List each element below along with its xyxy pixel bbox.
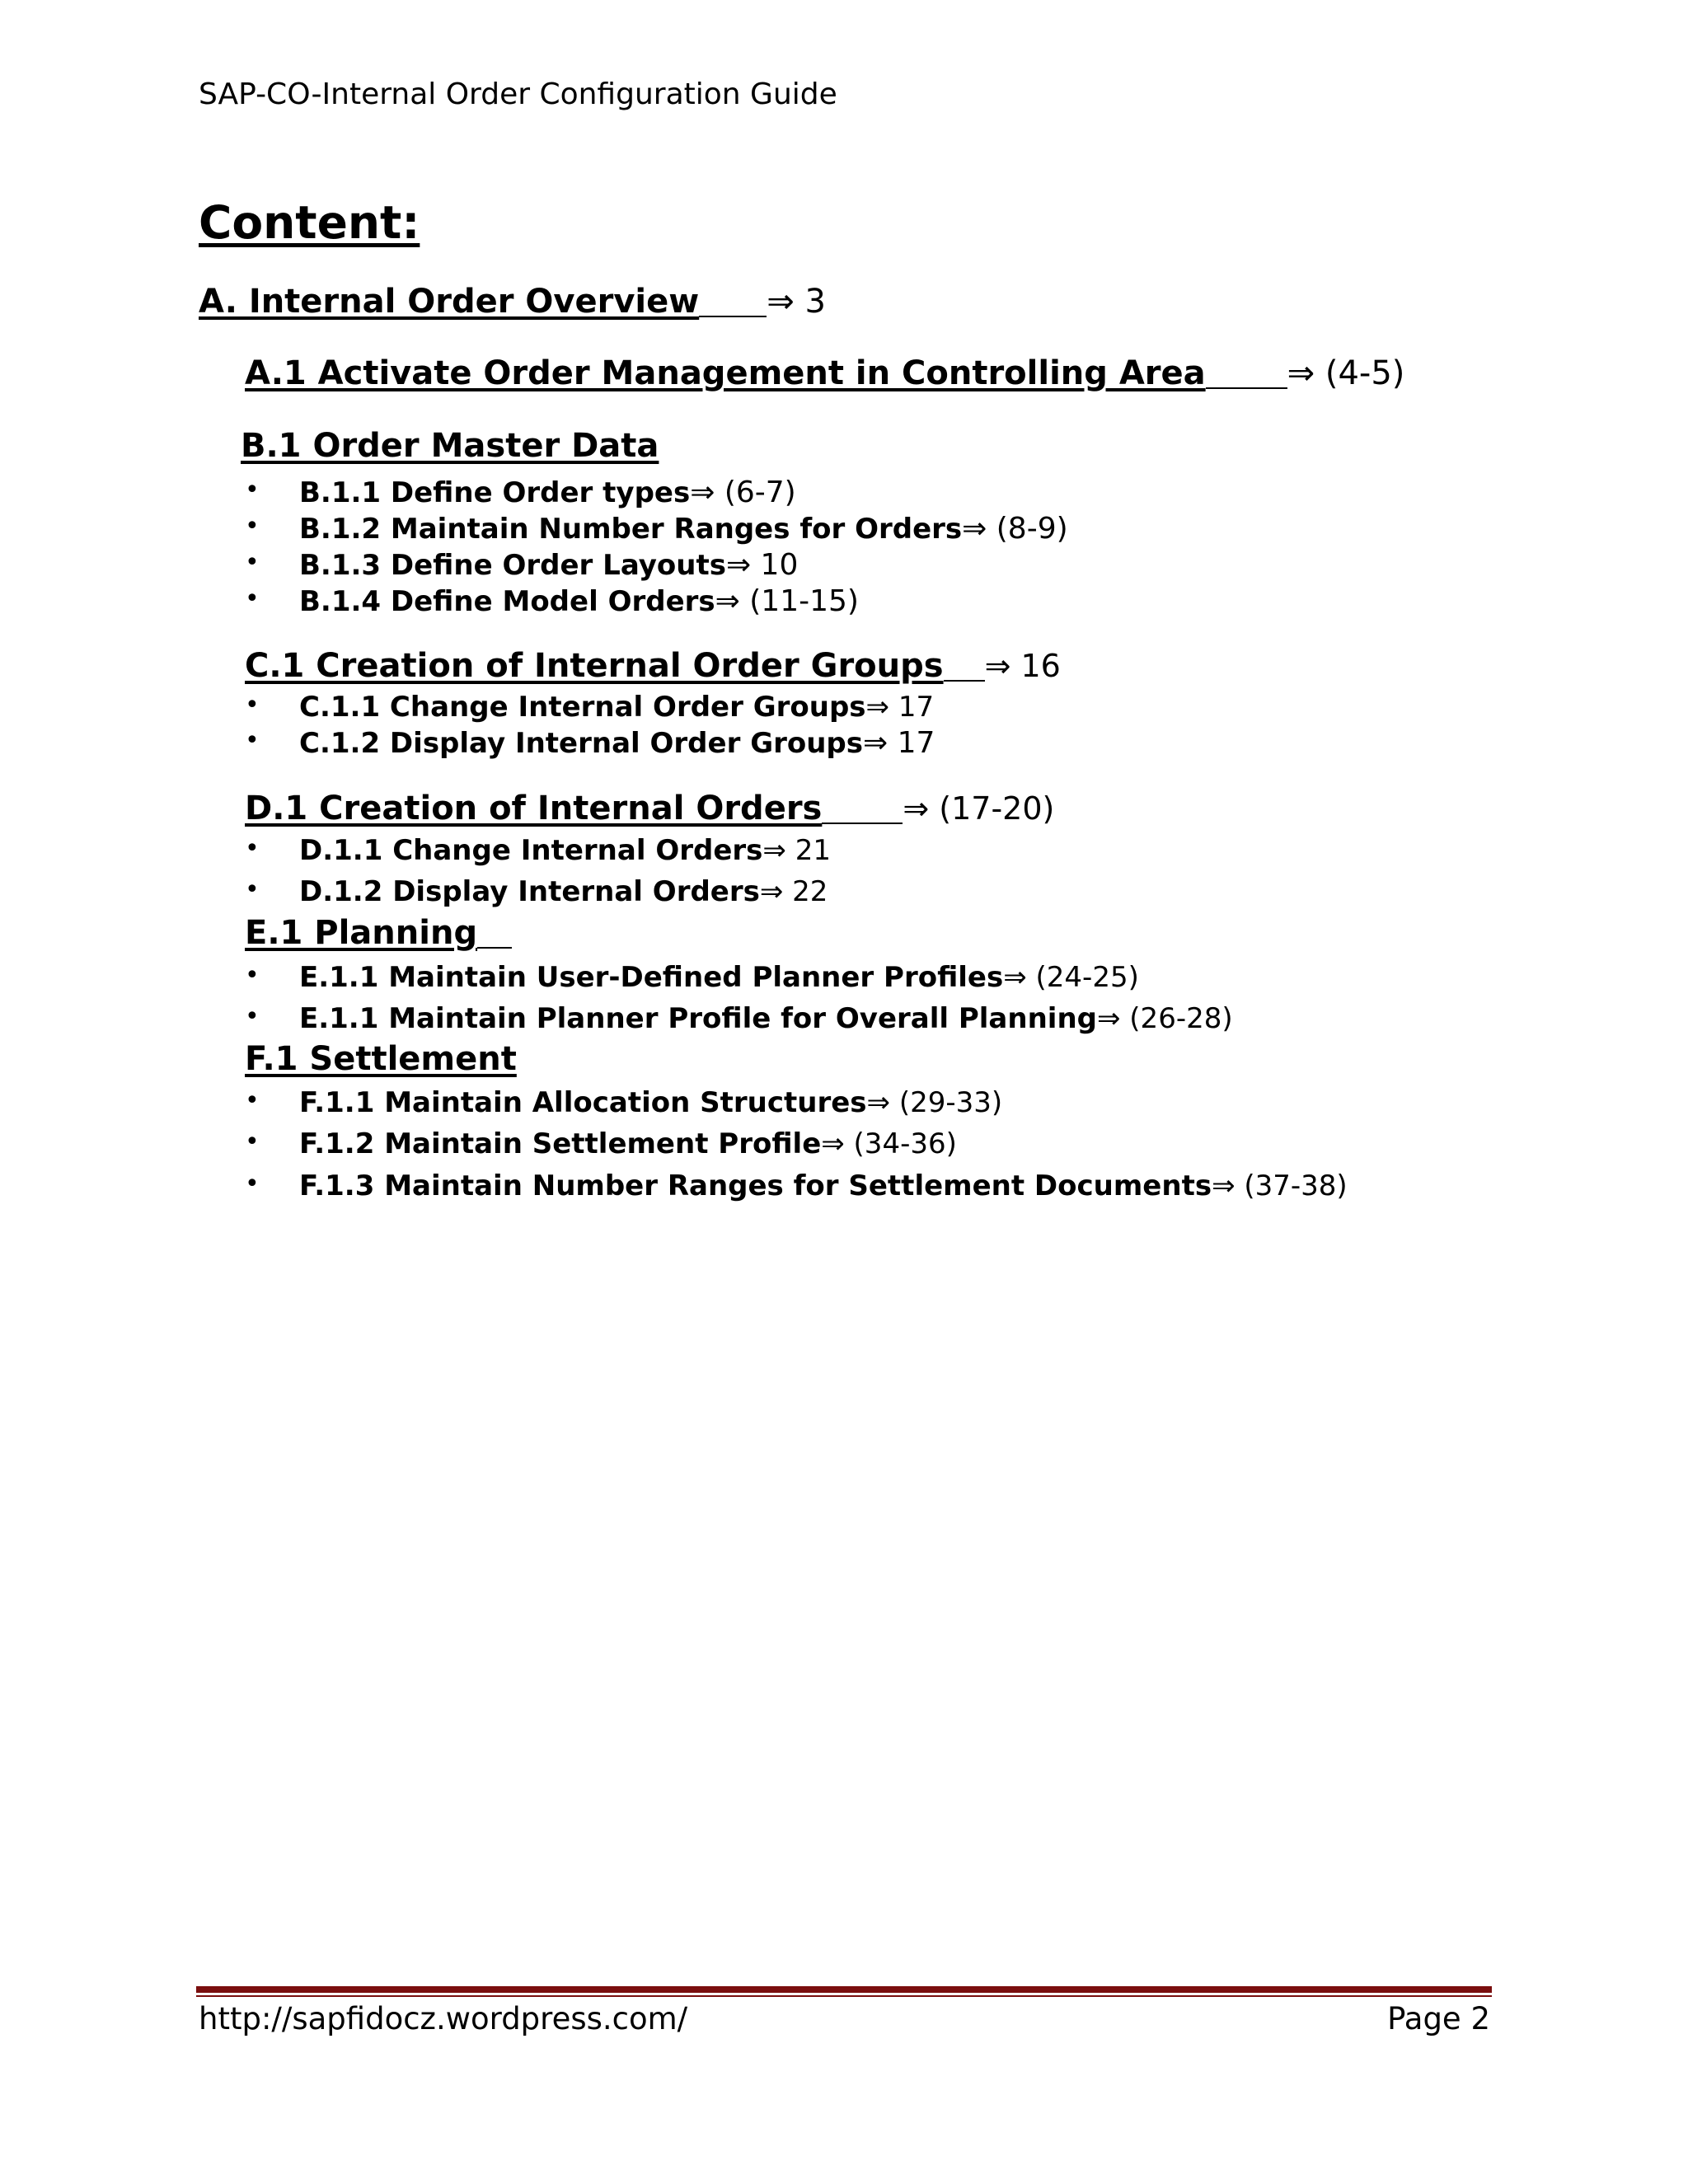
toc-section-c1-label: C.1 Creation of Internal Order Groups bbox=[245, 647, 944, 685]
toc-item-pages: ⇒ (24-25) bbox=[1003, 961, 1139, 994]
toc-item-label: D.1.1 Change Internal Orders bbox=[299, 834, 763, 867]
page-title: Content: bbox=[199, 196, 420, 249]
toc-item-label: C.1.2 Display Internal Order Groups bbox=[299, 727, 864, 760]
toc-leader-line bbox=[944, 680, 985, 682]
toc-section-c1[interactable] bbox=[245, 647, 1061, 685]
toc-leader-line bbox=[477, 947, 512, 949]
footer-url-link[interactable]: http://sapfidocz.wordpress.com/ bbox=[199, 2001, 688, 2036]
bullet-icon: • bbox=[245, 1002, 260, 1031]
toc-section-a-pages: ⇒ 3 bbox=[767, 283, 826, 321]
toc-item-label: B.1.3 Define Order Layouts bbox=[299, 549, 726, 582]
toc-item-label: B.1.2 Maintain Number Ranges for Orders bbox=[299, 513, 963, 546]
toc-section-a[interactable] bbox=[199, 283, 826, 321]
bullet-icon: • bbox=[245, 691, 260, 719]
toc-item-label: E.1.1 Maintain Planner Profile for Overall Planning bbox=[299, 1002, 1097, 1035]
toc-section-b1[interactable] bbox=[241, 427, 659, 465]
bullet-icon: • bbox=[245, 476, 260, 504]
toc-item-pages: ⇒ (8-9) bbox=[962, 512, 1068, 546]
footer-page-number: Page 2 bbox=[1387, 2001, 1490, 2036]
bullet-icon: • bbox=[245, 548, 260, 577]
toc-section-d1[interactable] bbox=[245, 790, 1054, 827]
bullet-icon: • bbox=[245, 875, 260, 904]
toc-item-pages: ⇒ 22 bbox=[759, 875, 828, 908]
toc-item-pages: ⇒ (34-36) bbox=[821, 1127, 957, 1160]
toc-item-pages: ⇒ 17 bbox=[865, 691, 935, 724]
toc-item-label: C.1.1 Change Internal Order Groups bbox=[299, 691, 866, 724]
toc-section-f1-label: F.1 Settlement bbox=[245, 1040, 517, 1078]
toc-item-label: F.1.1 Maintain Allocation Structures bbox=[299, 1086, 867, 1119]
toc-item-label: F.1.2 Maintain Settlement Profile bbox=[299, 1127, 822, 1160]
toc-section-e1-label: E.1 Planning bbox=[245, 914, 478, 952]
toc-item-pages: ⇒ (29-33) bbox=[866, 1086, 1003, 1119]
document-header-title: SAP-CO-Internal Order Configuration Guide bbox=[199, 77, 837, 111]
toc-item-label: B.1.1 Define Order types bbox=[299, 476, 691, 509]
toc-item-label: D.1.2 Display Internal Orders bbox=[299, 875, 760, 908]
bullet-icon: • bbox=[245, 584, 260, 613]
toc-section-d1-label: D.1 Creation of Internal Orders bbox=[245, 790, 823, 827]
toc-section-f1[interactable] bbox=[245, 1040, 517, 1078]
bullet-icon: • bbox=[245, 834, 260, 863]
toc-section-c1-pages: ⇒ 16 bbox=[984, 648, 1061, 684]
toc-item-label: F.1.3 Maintain Number Ranges for Settlement Documents bbox=[299, 1169, 1212, 1202]
toc-item-pages: ⇒ (6-7) bbox=[690, 476, 796, 509]
footer-rule-thin bbox=[196, 1995, 1492, 1997]
bullet-icon: • bbox=[245, 961, 260, 990]
bullet-icon: • bbox=[245, 1127, 260, 1156]
toc-item-pages: ⇒ 10 bbox=[725, 548, 799, 582]
toc-section-e1[interactable] bbox=[245, 914, 512, 952]
toc-item-label: B.1.4 Define Model Orders bbox=[299, 585, 715, 618]
bullet-icon: • bbox=[245, 512, 260, 541]
toc-section-b1-label: B.1 Order Master Data bbox=[241, 427, 659, 465]
toc-item-label: E.1.1 Maintain User-Defined Planner Profiles bbox=[299, 961, 1004, 994]
toc-section-a1-label: A.1 Activate Order Management in Controlling Area bbox=[245, 354, 1206, 392]
toc-item-pages: ⇒ (11-15) bbox=[715, 584, 859, 618]
toc-leader-line bbox=[1206, 387, 1287, 389]
toc-section-d1-pages: ⇒ (17-20) bbox=[903, 790, 1055, 827]
footer-rule bbox=[196, 1986, 1492, 1993]
toc-item-pages: ⇒ (37-38) bbox=[1212, 1169, 1348, 1202]
toc-leader-line bbox=[699, 316, 767, 317]
bullet-icon: • bbox=[245, 726, 260, 755]
toc-item-pages: ⇒ (26-28) bbox=[1097, 1002, 1233, 1035]
toc-leader-line bbox=[822, 823, 903, 824]
bullet-icon: • bbox=[245, 1086, 260, 1115]
toc-section-a1[interactable] bbox=[245, 354, 1404, 392]
toc-item-pages: ⇒ 17 bbox=[863, 726, 935, 760]
toc-section-a-label: A. Internal Order Overview bbox=[199, 283, 700, 321]
toc-item-pages: ⇒ 21 bbox=[762, 834, 831, 867]
bullet-icon: • bbox=[245, 1169, 260, 1198]
toc-section-a1-pages: ⇒ (4-5) bbox=[1287, 354, 1405, 392]
